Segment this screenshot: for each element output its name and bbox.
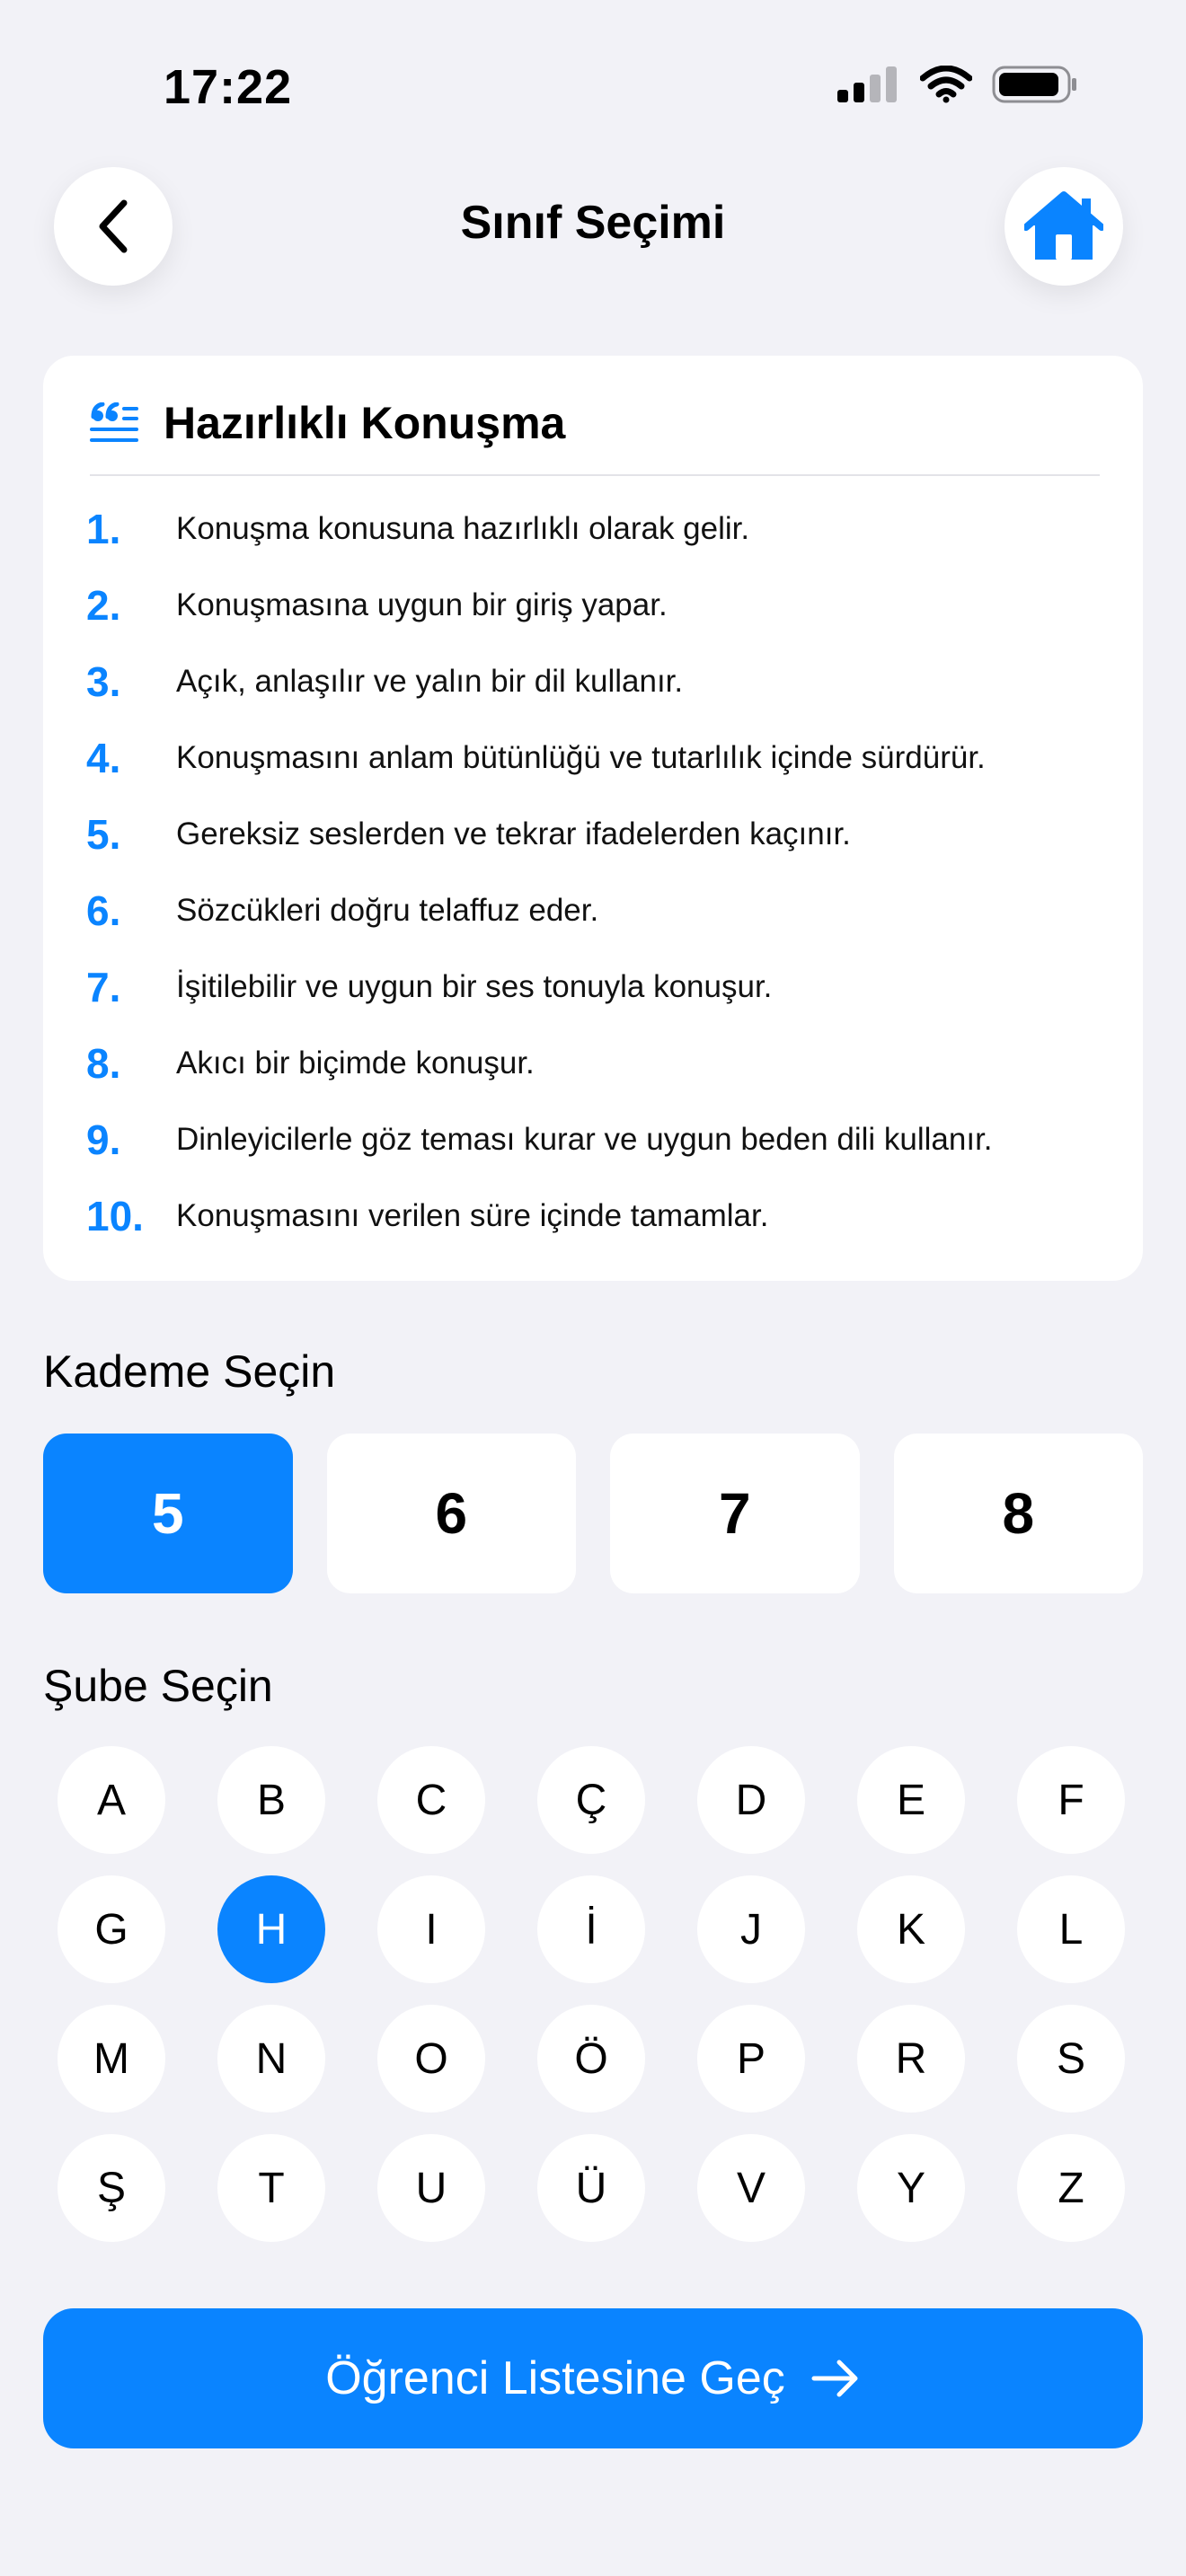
branch-selector (58, 1746, 1128, 2242)
rule-text: İşitilebilir ve uygun bir ses tonuyla konuşur. (176, 968, 773, 1004)
rule-number: 3. (86, 657, 121, 705)
branch-option-selected[interactable]: H (217, 1875, 325, 1983)
branch-option[interactable]: I (377, 1875, 485, 1983)
rule-number: 6. (86, 887, 121, 934)
list-item (86, 567, 1120, 643)
branch-option[interactable]: K (857, 1875, 965, 1983)
rule-number: 5. (86, 810, 121, 858)
rule-text: Açık, anlaşılır ve yalın bir dil kullanır. (176, 663, 684, 699)
branch-option[interactable]: F (1017, 1746, 1125, 1854)
rule-text: Konuşma konusuna hazırlıklı olarak gelir. (176, 510, 750, 546)
rules-list (86, 490, 1120, 1254)
grade-option-5[interactable]: 5 (43, 1434, 293, 1593)
card-header (90, 397, 565, 449)
branch-option[interactable]: D (697, 1746, 805, 1854)
branch-option[interactable]: Z (1017, 2134, 1125, 2242)
list-item (86, 872, 1120, 948)
branch-option[interactable]: S (1017, 2005, 1125, 2113)
branch-option[interactable]: M (58, 2005, 165, 2113)
grade-option-6[interactable]: 6 (327, 1434, 577, 1593)
divider (90, 474, 1100, 476)
grade-option-8[interactable]: 8 (894, 1434, 1144, 1593)
branch-option[interactable]: T (217, 2134, 325, 2242)
branch-option[interactable]: G (58, 1875, 165, 1983)
rules-card (43, 356, 1143, 1281)
house-icon (1024, 190, 1103, 263)
branch-option[interactable]: Ç (537, 1746, 645, 1854)
rule-number: 4. (86, 734, 121, 781)
branch-section-label: Şube Seçin (43, 1661, 273, 1711)
battery-icon (992, 65, 1078, 104)
list-item (86, 719, 1120, 796)
branch-option[interactable]: U (377, 2134, 485, 2242)
branch-option[interactable]: B (217, 1746, 325, 1854)
go-to-student-list-button[interactable] (43, 2308, 1143, 2448)
rule-number: 1. (86, 505, 121, 552)
list-item (86, 643, 1120, 719)
branch-option[interactable]: J (697, 1875, 805, 1983)
branch-option[interactable]: P (697, 2005, 805, 2113)
cellular-signal-icon (837, 66, 900, 102)
rule-text: Dinleyicilerle göz teması kurar ve uygun beden dili kullanır. (176, 1121, 993, 1157)
branch-option[interactable]: A (58, 1746, 165, 1854)
branch-option[interactable]: Ö (537, 2005, 645, 2113)
branch-option[interactable]: C (377, 1746, 485, 1854)
grade-section-label: Kademe Seçin (43, 1346, 336, 1397)
quote-list-icon (90, 402, 138, 444)
rule-text: Sözcükleri doğru telaffuz eder. (176, 892, 599, 928)
cta-label: Öğrenci Listesine Geç (325, 2352, 785, 2404)
list-item (86, 948, 1120, 1025)
card-title: Hazırlıklı Konuşma (164, 398, 566, 448)
branch-option[interactable]: L (1017, 1875, 1125, 1983)
rule-number: 7. (86, 963, 121, 1010)
rule-text: Akıcı bir biçimde konuşur. (176, 1045, 535, 1081)
rule-number: 8. (86, 1039, 121, 1087)
list-item (86, 1178, 1120, 1254)
list-item (86, 1101, 1120, 1178)
rule-text: Konuşmasını verilen süre içinde tamamlar. (176, 1197, 769, 1233)
branch-option[interactable]: Ü (537, 2134, 645, 2242)
list-item (86, 490, 1120, 567)
grade-selector (43, 1434, 1143, 1593)
grade-option-7[interactable]: 7 (610, 1434, 860, 1593)
branch-option[interactable]: E (857, 1746, 965, 1854)
rule-number: 9. (86, 1116, 121, 1163)
list-item (86, 1025, 1120, 1101)
rule-text: Konuşmasına uygun bir giriş yapar. (176, 587, 668, 622)
rule-number: 10. (86, 1192, 144, 1239)
branch-option[interactable]: O (377, 2005, 485, 2113)
rule-number: 2. (86, 581, 121, 629)
branch-option[interactable]: İ (537, 1875, 645, 1983)
arrow-right-icon (810, 2359, 861, 2398)
status-icons (837, 65, 1078, 104)
rule-text: Konuşmasını anlam bütünlüğü ve tutarlılık içinde sürdürür. (176, 739, 986, 775)
branch-option[interactable]: V (697, 2134, 805, 2242)
branch-option[interactable]: Ş (58, 2134, 165, 2242)
list-item (86, 796, 1120, 872)
branch-option[interactable]: Y (857, 2134, 965, 2242)
branch-option[interactable]: N (217, 2005, 325, 2113)
wifi-icon (920, 66, 972, 103)
home-button[interactable] (1005, 167, 1123, 286)
rule-text: Gereksiz seslerden ve tekrar ifadelerden kaçınır. (176, 816, 851, 851)
page-title: Sınıf Seçimi (460, 197, 726, 249)
status-bar (0, 0, 1186, 135)
branch-option[interactable]: R (857, 2005, 965, 2113)
status-time: 17:22 (164, 60, 293, 114)
